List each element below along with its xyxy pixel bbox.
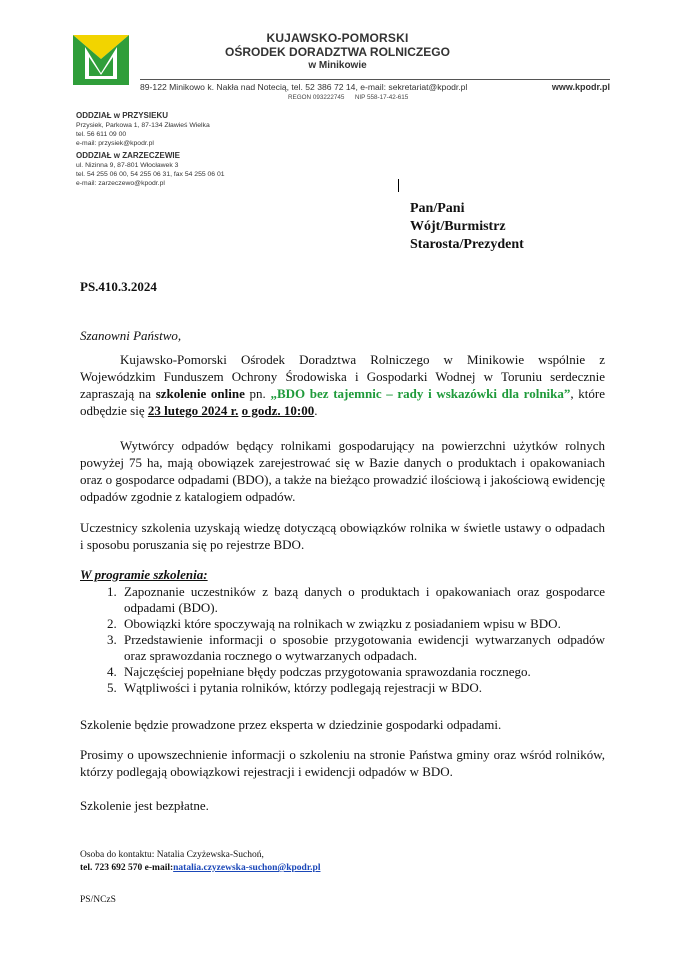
branch-line: e-mail: zarzeczewo@kpodr.pl — [76, 180, 165, 187]
intro-text: pn. — [244, 386, 271, 401]
branch-line: ul. Nizinna 9, 87-801 Włocławek 3 — [76, 162, 179, 169]
org-line-1: KUJAWSKO-POMORSKI — [266, 31, 409, 45]
contact-label: Osoba do kontaktu: — [80, 850, 155, 860]
program-item: 3. Przedstawienie informacji o sposobie przygotowania ewidencji wytwarzanych odpadów oraz sprawozdania rocznego o wytwarzanych odpadach. — [120, 632, 605, 664]
program-item: 4. Najczęściej popełniane błędy podczas przygotowania sprawozdania rocznego. — [120, 664, 605, 680]
contact-email-link[interactable]: natalia.czyzewska-suchon@kpodr.pl — [173, 863, 321, 873]
training-time: o godz. 10:00 — [241, 403, 315, 418]
reference-number: PS.410.3.2024 — [80, 279, 157, 294]
recipient-block — [410, 200, 524, 254]
program-title: W programie szkolenia: — [80, 567, 208, 582]
paragraph-expert: Szkolenie będzie prowadzone przez eksperta w dziedzinie gospodarki odpadami. — [80, 717, 502, 732]
intro-text: , które odbędzie się — [80, 386, 606, 418]
branch-line: tel. 54 255 06 00, 54 255 06 31, fax 54 255 06 01 — [76, 171, 225, 178]
regon-nip — [288, 94, 408, 101]
program-item: 5. Wątpliwości i pytania rolników, którzy podlegają rejestracji w BDO. — [120, 680, 605, 696]
organization-name — [205, 31, 470, 73]
paragraph-request: Prosimy o upowszechnienie informacji o szkoleniu na stronie Państwa gminy oraz wśród rolników, którzy podlegają obowiązkowi rejestracji i ewidencji odpadów w BDO. — [80, 747, 605, 779]
intro-text: . — [314, 403, 318, 418]
header-address — [140, 82, 610, 92]
contact-person-line — [80, 849, 320, 862]
recipient-line: Pan/Pani — [410, 201, 465, 216]
program-list — [80, 584, 605, 696]
website-link[interactable]: www.kpodr.pl — [551, 82, 610, 92]
recipient-line: Starosta/Prezydent — [410, 237, 524, 252]
training-date: 23 lutego 2024 r. — [147, 403, 239, 418]
branch-title: ODDZIAŁ w PRZYSIEKU — [76, 111, 169, 120]
regon: REGON 093222745 — [288, 94, 345, 101]
paragraph-free: Szkolenie jest bezpłatne. — [80, 798, 209, 813]
branch-zarzeczewo — [76, 151, 225, 188]
training-type: szkolenie online — [155, 386, 245, 401]
training-title: „BDO bez tajemnic – rady i wskazówki dla rolnika” — [270, 386, 571, 401]
greeting: Szanowni Państwo, — [80, 328, 182, 343]
branch-line: tel. 56 611 09 00 — [76, 131, 127, 138]
program-item: 1. Zapoznanie uczestników z bazą danych o produktach i opakowaniach oraz gospodarce odpadami (BDO). — [120, 584, 605, 616]
recipient-line: Wójt/Burmistrz — [410, 219, 506, 234]
intro-text: Kujawsko-Pomorski Ośrodek Doradztwa Rolniczego w Minikowie wspólnie z Wojewódzkim Funduszem Ochrony Środowiska i Gospodarki Wodnej w Toruniu serdecznie zapraszają na — [80, 352, 605, 401]
paragraph-obligations: Wytwórcy odpadów będący rolnikami gospodarujący na powierzchni użytków rolnych powyżej 75 ha, mają obowiązek zarejestrować się w Bazie danych o produktach i opakowaniach oraz o gospodarce odpadami (BDO), a także na bieżąco prowadzić ilościową i jakościową ewidencję odpadów zgodnie z katalogiem odpadów. — [80, 438, 605, 504]
contact-name: Natalia Czyżewska-Suchoń, — [154, 850, 264, 860]
org-line-3: w Minikowie — [308, 60, 367, 71]
footer-code: PS/NCzS — [80, 895, 116, 905]
header-divider — [140, 79, 610, 80]
org-line-2: OŚRODEK DORADZTWA ROLNICZEGO — [225, 45, 450, 59]
branch-przysiek — [76, 111, 210, 148]
contact-info — [80, 849, 320, 875]
contact-phone-line — [80, 862, 320, 875]
branch-line: e-mail: przysiek@kpodr.pl — [76, 140, 154, 147]
paragraph-participants: Uczestnicy szkolenia uzyskają wiedzę dotyczącą obowiązków rolnika w świetle ustawy o odpadach i sposobu poruszania się po rejestrze BDO. — [80, 520, 605, 552]
intro-paragraph — [80, 351, 605, 419]
program-item: 2. Obowiązki które spoczywają na rolnikach w związku z posiadaniem wpisu w BDO. — [120, 616, 605, 632]
branch-line: Przysiek, Parkowa 1, 87-134 Zławieś Wielka — [76, 122, 210, 129]
contact-phone: tel. 723 692 570 e-mail: — [80, 863, 174, 873]
nip: NIP 558-17-42-615 — [354, 94, 409, 101]
kpodr-logo — [73, 35, 129, 85]
text-cursor — [398, 179, 399, 192]
address-text: 89-122 Minikowo k. Nakła nad Notecią, tel. 52 386 72 14, e-mail: sekretariat@kpodr.pl — [140, 82, 468, 92]
branch-title: ODDZIAŁ w ZARZECZEWIE — [76, 151, 180, 160]
